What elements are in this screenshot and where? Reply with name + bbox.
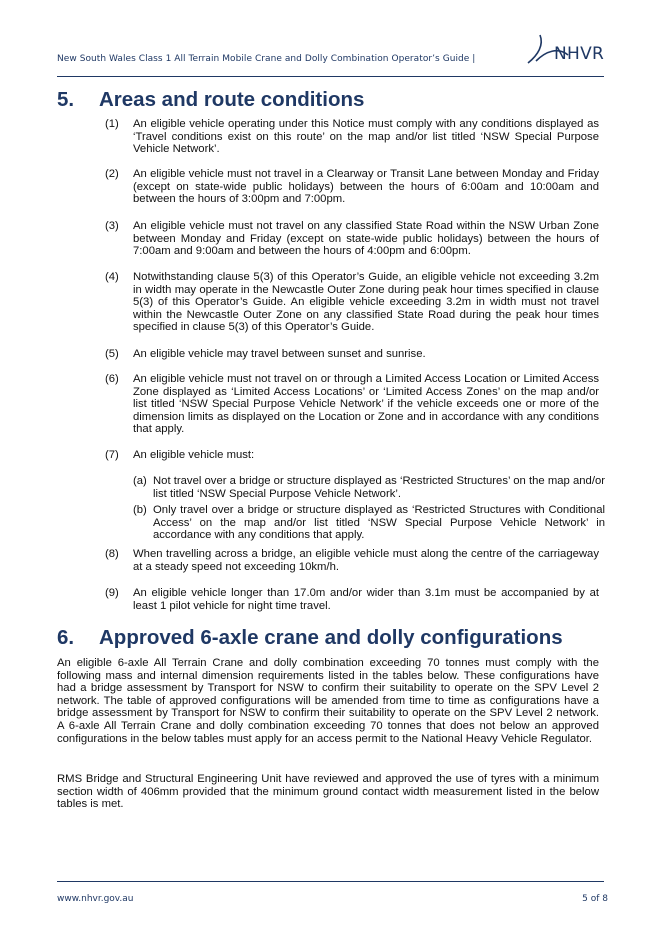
list-item — [105, 168, 599, 206]
item-number: (3) — [105, 220, 119, 232]
list-item — [105, 449, 599, 462]
item-number: (7) — [105, 449, 119, 461]
item-text: An eligible vehicle must: — [133, 449, 255, 461]
list-item — [105, 548, 599, 573]
item-text: When travelling across a bridge, an eligible vehicle must along the centre of the carriageway at a steady speed not exceeding 10km/h. — [133, 548, 599, 573]
nhvr-logo — [522, 33, 608, 69]
list-item — [105, 373, 599, 436]
item-text: An eligible vehicle longer than 17.0m and/or wider than 3.1m must be accompanied by at least 1 pilot vehicle for night time travel. — [133, 587, 599, 612]
header-divider — [57, 76, 604, 77]
list-item — [105, 348, 599, 361]
item-number: (2) — [105, 168, 119, 180]
item-text: An eligible vehicle must not travel in a Clearway or Transit Lane between Monday and Friday (except on state-wide public holidays) between the hours of 6:00am and 10:00am and between the hours of 3:00pm and 7:00pm. — [133, 168, 599, 206]
page-number: 5 of 8 — [582, 894, 608, 904]
running-header: New South Wales Class 1 All Terrain Mobile Crane and Dolly Combination Operator’s Guide | — [57, 54, 476, 64]
sub-item-letter: (a) — [133, 475, 147, 487]
section-5-title: Areas and route conditions — [99, 88, 365, 111]
list-item — [105, 587, 599, 612]
item-number: (6) — [105, 373, 119, 385]
sub-item-text: Not travel over a bridge or structure displayed as ‘Restricted Structures’ on the map and/or list titled ‘NSW Special Purpose Vehicle Network’. — [153, 475, 605, 500]
logo-text: NHVR — [554, 44, 605, 64]
section-5-number: 5. — [57, 88, 75, 111]
item-text: An eligible vehicle must not travel on or through a Limited Access Location or Limited Access Zone displayed as ‘Limited Access Locations’ or ‘Limited Access Zones’ on the map and/or list titled ‘NSW Special Purpose Vehicle Network’ if the vehicle exceeds one or more of the dimension limits as displayed on the Location or Zone and in accordance with any conditions that apply. — [133, 373, 599, 436]
sub-item-letter: (b) — [133, 504, 147, 516]
sub-list-item — [133, 504, 605, 542]
paragraph: RMS Bridge and Structural Engineering Unit have reviewed and approved the use of tyres with a minimum section width of 406mm provided that the minimum ground contact width measurement listed in the below tables is met. — [57, 773, 599, 811]
item-text: An eligible vehicle may travel between sunset and sunrise. — [133, 348, 426, 360]
item-number: (9) — [105, 587, 119, 599]
section-6-heading — [57, 626, 563, 650]
item-text: An eligible vehicle must not travel on any classified State Road within the NSW Urban Zone between Monday and Friday (except on state-wide public holidays) between the hours of 7:00am and 9:00am and between the hours of 4:00pm and 6:00pm. — [133, 220, 599, 258]
item-number: (1) — [105, 118, 119, 130]
sub-item-text: Only travel over a bridge or structure displayed as ‘Restricted Structures with Conditional Access’ on the map and/or list titled ‘NSW Special Purpose Vehicle Network’ in accordance with any conditions that apply. — [153, 504, 605, 542]
item-number: (8) — [105, 548, 119, 560]
section-6-title: Approved 6-axle crane and dolly configurations — [99, 626, 563, 649]
item-number: (4) — [105, 271, 119, 283]
footer-url[interactable]: www.nhvr.gov.au — [57, 894, 134, 904]
item-number: (5) — [105, 348, 119, 360]
list-item — [105, 118, 599, 156]
list-item — [105, 271, 599, 334]
paragraph: An eligible 6-axle All Terrain Crane and dolly combination exceeding 70 tonnes must comply with the following mass and internal dimension requirements listed in the tables below. These configurations have had a bridge assessment by Transport for NSW to confirm their suitability to operate on the SPV Level 2 network. The table of approved configurations will be amended from time to time as configurations have a bridge assessment by Transport for NSW to confirm their suitability to operate on the SPV Level 2 network. A 6-axle All Terrain Crane and dolly combination exceeding 70 tonnes that does not below an approved configurations in the below tables must apply for an access permit to the National Heavy Vehicle Regulator. — [57, 657, 599, 745]
section-5-heading — [57, 88, 364, 112]
item-text: Notwithstanding clause 5(3) of this Operator’s Guide, an eligible vehicle not exceeding 3.2m in width may operate in the Newcastle Outer Zone during peak hour times specified in clause 5(3) of this Operator’s Guide. An eligible vehicle exceeding 3.2m in width must not travel within the Newcastle Outer Zone on any classified State Road during the peak hour times specified in clause 5(3) of this Operator’s Guide. — [133, 271, 599, 334]
list-item — [105, 220, 599, 258]
item-text: An eligible vehicle operating under this Notice must comply with any conditions displayed as ‘Travel conditions exist on this route’ on the map and/or list titled ‘NSW Special Purpose Vehicle Network’. — [133, 118, 599, 156]
section-6-number: 6. — [57, 626, 75, 649]
footer-divider — [57, 881, 604, 882]
sub-list-item — [133, 475, 605, 500]
